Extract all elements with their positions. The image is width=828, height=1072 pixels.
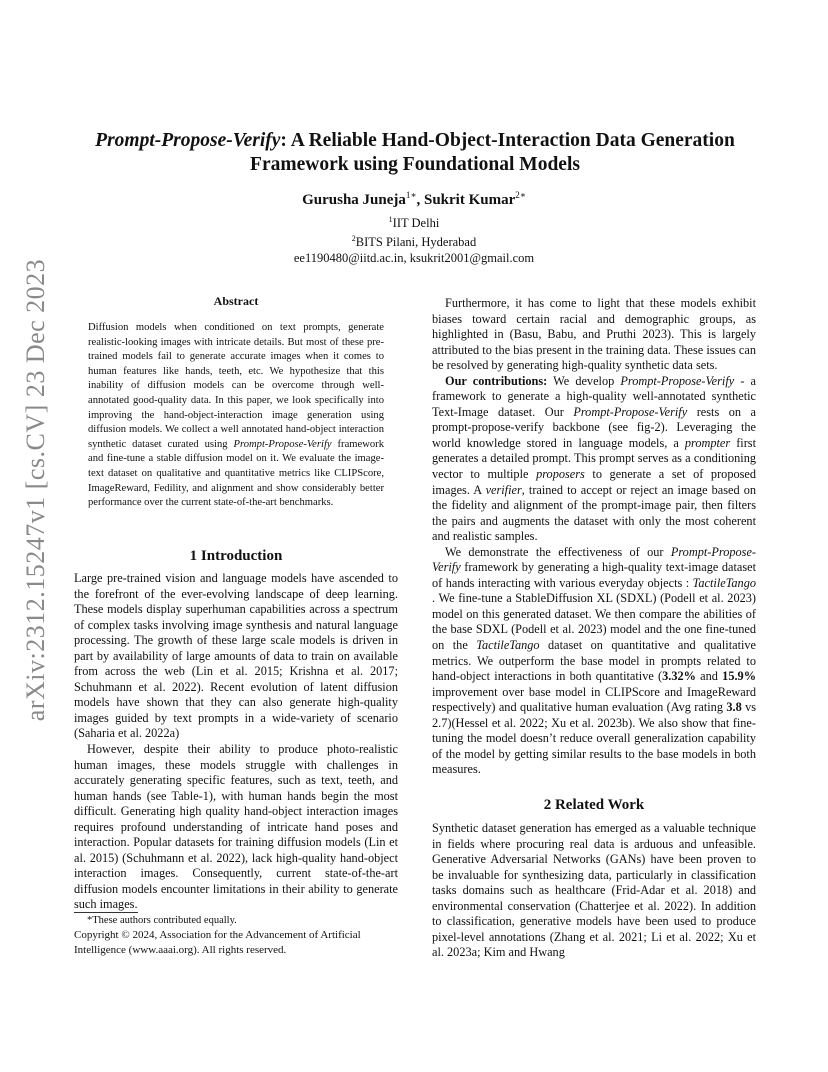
contrib-text: to generate a set of proposed images. A (432, 467, 757, 497)
affiliations (0, 212, 828, 266)
demo-text: improvement over base model in CLIPScore and ImageReward respectively) and qualitative human evaluation (Avg rating (432, 684, 756, 715)
affiliation-2 (0, 231, 828, 250)
author-separator: , (416, 192, 424, 208)
affiliation-2-mark: 2 (351, 234, 356, 244)
section-heading-introduction: 1 Introduction (189, 548, 283, 564)
contributions-label: Our contributions: (445, 373, 548, 388)
footnote-equal-contribution: *These authors contributed equally. (87, 915, 237, 926)
arxiv-identifier: arXiv:2312.15247v1 [cs.CV] 23 Dec 2023 (21, 258, 50, 722)
title-italic: Prompt-Propose-Verify (95, 130, 281, 151)
demo-bold: 3.8 (726, 700, 742, 715)
demo-bold: 15.9% (722, 669, 756, 684)
author-1-mark: 1∗ (405, 190, 417, 200)
related-paragraph-1: Synthetic dataset generation has emerged as a valuable technique in fields where procuring real data is arduous and unfeasible. Generative Adversarial Networks (GANs) have been proven to be invaluable for synthesizing data, particularly in classification tasks domains such as healthcare (Frid-Adar et al. 2018) and environmental conservation (Chatterjee et al. 2022). In addition to classification, generative models have been used to produce pixel-level annotations (Zhang et al. 2021; Li et al. 2022; Xu et al. 2023a; Kim and Hwang (432, 821, 756, 960)
affiliation-1 (0, 212, 828, 231)
demo-em: Prompt-Propose-Verify (432, 544, 756, 575)
demo-em: TactileTango (692, 575, 756, 590)
right-column (432, 296, 756, 778)
affiliation-1-text: IIT Delhi (392, 216, 440, 231)
affiliation-1-mark: 1 (388, 215, 393, 224)
title-rest: : A Reliable Hand-Object-Interaction Data Generation Framework using Foundational Models (250, 130, 735, 175)
paper-title (90, 129, 740, 177)
abstract-text-a: Diffusion models when conditioned on text prompts, generate realistic-looking images with intricate details. But most of these pre-trained models fail to generate accurate images when it comes to human features like hands, teeth, etc. We hypothesize that this inability of diffusion models can be overcome through well-annotated good-quality data. In this paper, we look specifically into improving the hand-object-interaction image generation using diffusion models. We collect a well annotated hand-object interaction synthetic dataset curated using (88, 322, 384, 450)
contrib-em: Prompt-Propose-Verify (573, 404, 688, 419)
demo-text: We demonstrate the effectiveness of our (445, 544, 671, 559)
author-emails: ee1190480@iitd.ac.in, ksukrit2001@gmail.com (293, 251, 535, 266)
contrib-em: proposers (536, 467, 585, 482)
abstract-text-b: framework and fine-tune a stable diffusion model on it. We evaluate the image-text dataset on qualitative and quantitative metrics like CLIPScore, ImageReward, Fedility, and alignment and show considerably better performance over the current state-of-the-art benchmarks. (88, 438, 384, 509)
intro-paragraph-1: Large pre-trained vision and language models have ascended to the forefront of the ever-evolving landscape of deep learning. These models display superhuman capabilities across a spectrum of complex tasks involving image synthesis and natural language processing. The growth of these large scale models is driven in part by availability of large amounts of data to train on available from across the web (Lin et al. 2015; Krishna et al. 2017; Schuhmann et al. 2022). Recent evolution of latent diffusion models have shown that they can also generate high-quality images guided by text prompts in a wide-variety of scenario (Saharia et al. 2022a) (74, 571, 398, 741)
arxiv-sidebar (16, 258, 56, 722)
affiliation-2-text: BITS Pilani, Hyderabad (355, 235, 477, 250)
contrib-text: rests on a prompt-propose-verify backbone (see fig-2). Leveraging the world knowledge stored in language models, a (432, 404, 756, 450)
demo-bold: 3.32% (662, 669, 696, 684)
contrib-em: Prompt-Propose-Verify (620, 373, 735, 388)
copyright-notice: Copyright © 2024, Association for the Advancement of Artificial Intelligence (www.aaai.org). All rights reserved. (74, 929, 361, 956)
author-2-mark: 2∗ (515, 190, 526, 200)
demonstration-paragraph (432, 545, 756, 778)
introduction-body (74, 571, 398, 913)
author-2: Sukrit Kumar (424, 192, 516, 208)
section-heading-related-work: 2 Related Work (543, 797, 645, 813)
contributions-paragraph (432, 374, 756, 545)
demo-text: and (695, 669, 723, 684)
demo-text: dataset on quantitative and qualitative metrics. We outperform the base model in prompts related to hand-object interactions in both quantitative ( (432, 638, 757, 684)
author-1: Gurusha Juneja (302, 192, 406, 208)
abstract-body (88, 321, 384, 511)
contrib-em: verifier (485, 482, 522, 497)
contrib-text: , trained to accept or reject an image based on the fidelity and alignment of the prompt-image pair, then filters the pairs and augments the dataset with only the most coherent and realistic samples. (432, 482, 757, 544)
abstract-heading: Abstract (213, 294, 259, 308)
demo-text: . We fine-tune a StableDiffusion XL (SDXL) (Podell et al. 2023) model on this generated dataset. We then compare the abilities of the base SDXL (Podell et al. 2023) model and the one fine-tuned on the (432, 591, 756, 653)
related-work-body (432, 821, 756, 961)
demo-text: vs 2.7)(Hessel et al. 2022; Xu et al. 2023b). We also show that fine-tuning the model doesn’t reduce overall generalization capability of the model by getting similar results to the base models in both measures. (432, 700, 757, 777)
demo-em: TactileTango (476, 638, 540, 653)
contrib-text: first generates a detailed prompt. This prompt serves as a conditioning vector to multiple (432, 435, 756, 482)
demo-text: framework by generating a high-quality text-image dataset of hands interacting with various everyday objects : (432, 560, 756, 590)
footnotes (74, 914, 398, 957)
right-paragraph-bias: Furthermore, it has come to light that these models exhibit biases toward certain racial and demographic groups, as highlighted in (Basu, Babu, and Pruthi 2023). This is largely attributed to the bias present in the training data. These issues can be resolved by generating high-quality synthetic data sets. (432, 296, 756, 373)
footnote-rule (74, 912, 138, 913)
contrib-text: - a framework to generate a high-quality well-annotated synthetic Text-Image dataset. Our (432, 373, 757, 419)
intro-paragraph-2: However, despite their ability to produce photo-realistic human images, these models struggle with challenges in accurately generating specific features, such as text, teeth, and human hands (see Table-1), with human hands begin the most difficult. Generating high quality hand-object interaction images requires profound understanding of intricate hand poses and interaction. Popular datasets for training diffusion models (Lin et al. 2015) (Schuhmann et al. 2022), lack high-quality hand-object interaction images. Consequently, current state-of-the-art diffusion models encounter limitations in their ability to generate such images. (74, 742, 398, 912)
abstract-framework-name: Prompt-Propose-Verify (233, 438, 332, 450)
contrib-em: prompter (684, 435, 731, 450)
contrib-text: We develop (547, 373, 621, 388)
author-list (0, 190, 828, 209)
